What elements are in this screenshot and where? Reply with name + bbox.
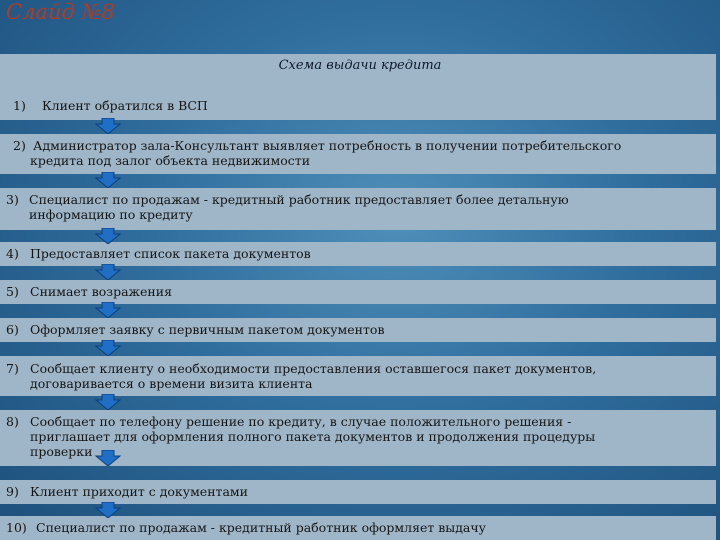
step-text-line2: кредита под залог объекта недвижимости (30, 153, 311, 168)
slide-title: Слайд №8 (6, 0, 115, 24)
down-arrow-icon (95, 172, 121, 188)
step-text: Сообщает по телефону решение по кредиту, в случае положительного решения - (30, 414, 572, 429)
step-text-line2: договаривается о времени визита клиента (30, 376, 313, 391)
step-text: Сообщает клиенту о необходимости предоставления оставшегося пакет документов, (30, 361, 597, 376)
down-arrow-icon (95, 340, 121, 356)
step-number: 9) (6, 484, 19, 499)
step-text: Предоставляет список пакета документов (30, 246, 311, 261)
step-number: 5) (6, 284, 19, 299)
step-text: Специалист по продажам - кредитный работник предоставляет более детальную (29, 192, 569, 207)
step-number: 7) (6, 361, 19, 376)
step-text: Администратор зала-Консультант выявляет потребность в получении потребительского (33, 138, 622, 153)
step-number: 10) (6, 520, 27, 535)
down-arrow-icon (95, 502, 121, 518)
step-number: 2) (13, 138, 26, 153)
down-arrow-icon (95, 302, 121, 318)
down-arrow-icon (95, 264, 121, 280)
step-number: 4) (6, 246, 19, 261)
step-number: 8) (6, 414, 19, 429)
step-text: Оформляет заявку с первичным пакетом документов (30, 322, 385, 337)
down-arrow-icon (95, 394, 121, 410)
step-text-line2: приглашает для оформления полного пакета документов и продолжения процедуры (30, 429, 596, 444)
step-number: 6) (6, 322, 19, 337)
step-text: Клиент обратился в ВСП (42, 98, 208, 113)
step-text-line2: информацию по кредиту (29, 207, 193, 222)
step-text-line3: проверки (30, 444, 93, 459)
step-text: Специалист по продажам - кредитный работник оформляет выдачу (36, 520, 486, 535)
step-text: Клиент приходит с документами (30, 484, 248, 499)
step-number: 3) (6, 192, 19, 207)
down-arrow-icon (95, 228, 121, 244)
down-arrow-icon (95, 118, 121, 134)
scheme-heading: Схема выдачи кредита (278, 58, 442, 73)
down-arrow-icon (95, 450, 121, 466)
step-number: 1) (13, 98, 26, 113)
step-text: Снимает возражения (30, 284, 172, 299)
